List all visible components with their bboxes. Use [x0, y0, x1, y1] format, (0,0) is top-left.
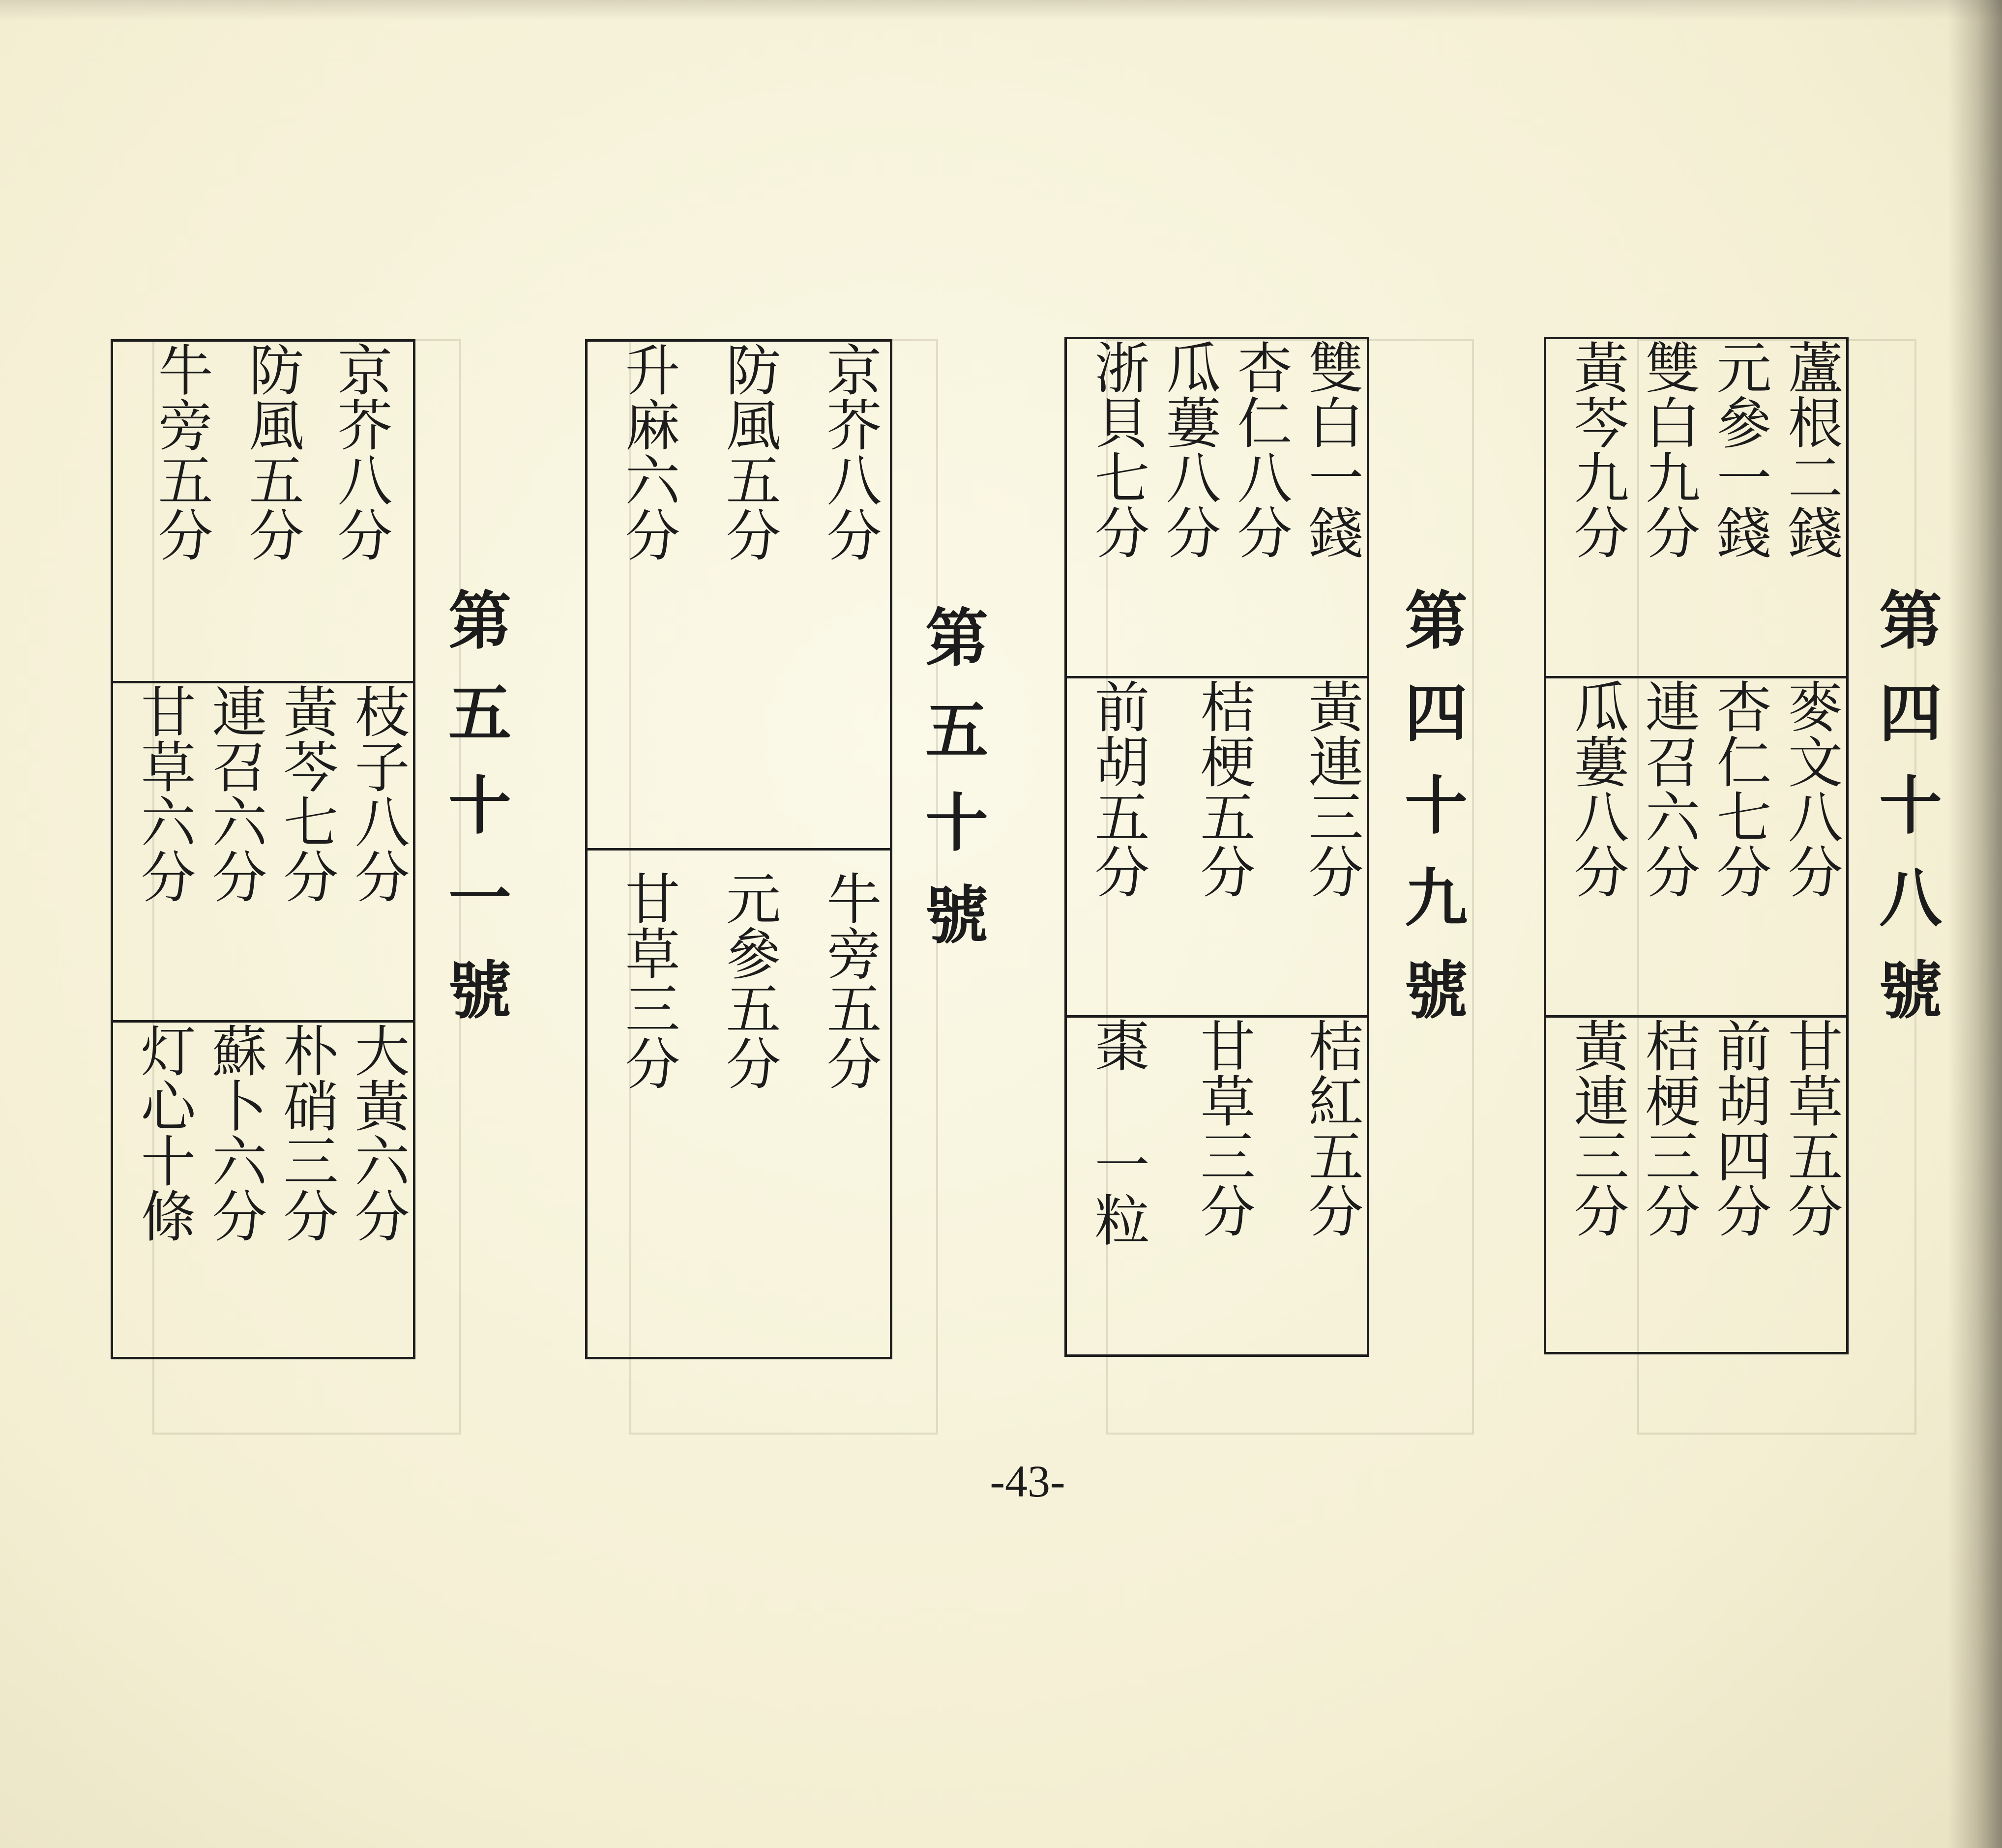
section [1546, 339, 1846, 678]
ingredient: 黃芩七分 [274, 683, 338, 904]
section [1546, 678, 1846, 1018]
ingredient: 元參一錢 [1708, 339, 1771, 559]
section [113, 342, 413, 683]
ingredient: 防風五分 [717, 342, 781, 562]
section [113, 1023, 413, 1357]
ingredient: 元參五分 [717, 870, 781, 1090]
ingredient: 京芥八分 [328, 342, 392, 562]
entry-box-50 [585, 339, 892, 1359]
ingredient: 牛旁五分 [818, 870, 882, 1090]
ingredient: 雙白九分 [1636, 339, 1700, 559]
section [1067, 339, 1367, 678]
ingredient: 升麻六分 [616, 342, 680, 562]
entry-box-51 [111, 339, 415, 1359]
ingredient: 前胡五分 [1086, 678, 1149, 899]
ingredient: 棗 一粒 [1086, 1018, 1149, 1247]
ingredient: 桔梗三分 [1636, 1018, 1700, 1238]
entry-box-49 [1064, 337, 1369, 1357]
ingredient: 桔紅五分 [1299, 1018, 1363, 1238]
ingredient: 連召六分 [1636, 678, 1700, 899]
ingredient: 牛旁五分 [149, 342, 213, 562]
ingredient: 黃芩九分 [1565, 339, 1629, 559]
ingredient: 前胡四分 [1708, 1018, 1771, 1238]
entry-title-50: 第五十號 [914, 605, 988, 974]
section [1546, 1018, 1846, 1352]
ingredient: 甘草三分 [1191, 1018, 1255, 1238]
section [588, 851, 890, 1357]
spine-shadow [1948, 0, 2002, 1848]
ingredient: 朴硝三分 [274, 1023, 338, 1243]
ingredient: 瓜蔞八分 [1565, 678, 1629, 899]
ingredient: 防風五分 [240, 342, 304, 562]
ingredient: 杏仁七分 [1708, 678, 1771, 899]
ingredient: 黃連三分 [1299, 678, 1363, 899]
entry-box-48 [1544, 337, 1849, 1354]
entry-title-49: 第四十九號 [1394, 587, 1468, 1050]
page-number: -43- [990, 1456, 1065, 1506]
entry-title-48: 第四十八號 [1868, 587, 1942, 1050]
ingredient: 蘆根二錢 [1779, 339, 1843, 559]
entry-title-51: 第五十一號 [438, 587, 511, 1050]
ingredient: 灯心十條 [132, 1023, 196, 1243]
ingredient: 連召六分 [203, 683, 267, 904]
ingredient: 甘草六分 [132, 683, 196, 904]
ingredient: 大黃六分 [346, 1023, 410, 1243]
ingredient: 麥文八分 [1779, 678, 1843, 899]
page-top-edge [0, 0, 2002, 21]
ingredient: 甘草三分 [616, 870, 680, 1090]
ingredient: 枝子八分 [346, 683, 410, 904]
section [1067, 678, 1367, 1018]
ingredient: 浙貝七分 [1086, 339, 1149, 559]
ingredient: 蘇卜六分 [203, 1023, 267, 1243]
ingredient: 雙白一錢 [1299, 339, 1363, 559]
section [113, 683, 413, 1023]
section [1067, 1018, 1367, 1354]
ingredient: 瓜蔞八分 [1157, 339, 1221, 559]
section [588, 342, 890, 851]
ingredient: 京芥八分 [818, 342, 882, 562]
ingredient: 桔梗五分 [1191, 678, 1255, 899]
ingredient: 杏仁八分 [1228, 339, 1292, 559]
ingredient: 黃連三分 [1565, 1018, 1629, 1238]
ingredient: 甘草五分 [1779, 1018, 1843, 1238]
